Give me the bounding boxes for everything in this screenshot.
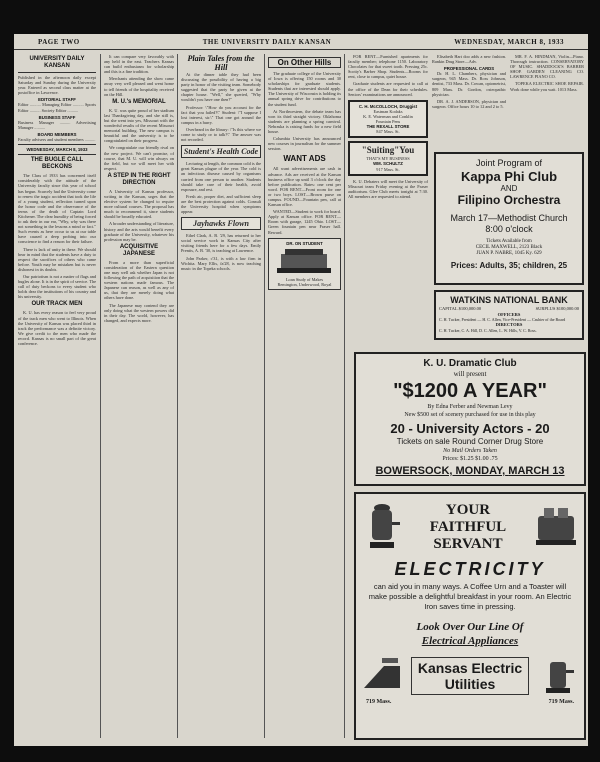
column-1: UNIVERSITY DAILY KANSAN Published in the afternoon daily except Saturday and Sunday during the University year. Entered as second class matter at the postoffice in Lawrence. EDITORIAL STAFF Editor .......... Managing Editor .......... Sports Editor .......... Society Editor .......... BUSINESS STAFF Business Manager .......... Advertising Manager .......... BOARD MEMBERS Faculty advisers and student members .......... WEDNESDAY, MARCH 8, 1933 THE BUGLE CALL BECKONS The Class of 1933 has concerned itself considerably with the attitude of the University faculty since this year of school has begun. Scarcely had the University come to renew the tragic accident that took the life of a young student, reflection turned upon the honor code and the observance of the terms of the death of Captain Lord Kitchener. The clear humility of being forced to ask their in our ear, "Why, why was there not something in the lessons a mind or fact." Such events as here occur to us at our table have caused a deep probing into our conscience to find a reason for their failure. There is lack of unity in these. We should bear in mind that the students have a duty to respect the sacrifices of others who came before. Youth may be mistaken but is never dishonest in its doubts. Our patriotism is not a matter of flags and bugles alone. It is in the spirit of service. The call of duty beckons to every student who holds dear the institutions of his country and his university. OUR TRACK MEN K. U. has every reason to feel very proud of the track men who went to Illinois. When the University of Kansas was placed third in track the performance was a definite victory. We give credit to the men who made the record. Kansas is no small part of the great conference. <box>18 56 96 347</box>
professional-cards-heading: PROFESSIONAL CARDS <box>443 66 495 72</box>
druggist-ad-line2: Eastman Kodaks <box>373 108 403 114</box>
tailor-ad <box>348 141 428 175</box>
typewriter-ad-line: Loan Study of Makes <box>285 276 324 282</box>
jp-time: 8:00 o'clock <box>485 224 533 234</box>
electric-look: Look Over Our Line Of <box>416 621 524 633</box>
bank-title: WATKINS NATIONAL BANK <box>450 295 568 305</box>
column-2: It can compare very favorably with any held in the east. Teachers Kansas can build enthusiasm for scholarship and this is a fine tradition. Merchants attending the show came away very well pleased and went home to tell friends of the hospitality received on the Hill. M. U.'s MEMORIAL K. U. was quite proud of her stadium last Thanksgiving day, and she still is, but she went into yes, Missouri with the wonderful results of the recent Missouri memorial building. The new campus is beautiful and the university is to be congratulated on their progress. We congratulate our friendly rival on the new project. We can't promise, of course, that M. U. will win always on the field, but we will meet her with respect. A STEP IN THE RIGHT DIRECTION A University of Kansas professor, writing in the Kansan, urges that the elective system be changed to require more cultural courses. The proposal has much to recommend it, since students should be broadly educated. A broader understanding of literature, history and the arts would benefit every graduate of the University, whatever his profession may be. ACQUISITIVE JAPANESE From a more than superficial consideration of the Eastern question one may well ask whether Japan is not following the path of acquisition that the western nations made famous. The Japanese can reason, as well as any of us, that they are merely doing what others have done. The Japanese may contend they are only doing what the western powers did in their day. The world, however, has changed, and expects more. <box>104 54 174 323</box>
electric-servant: SERVANT <box>433 535 503 552</box>
column-heading-other-hills: On Other Hills <box>268 57 341 68</box>
col2-body-top: It can compare very favorably with any held in the east. Teachers Kansas can build enthusiasm for scholarship and this is a fine tradition. <box>104 54 174 75</box>
jp-tickets-intro: Tickets Available from <box>486 239 532 244</box>
typewriter-ad-brand: Remington, Underwood, Royal <box>277 281 332 287</box>
editorial-body-track: K. U. has every reason to feel very proud of the track men who went to Illinois. When the University of Kansas was placed third in track the performance was a definite victory. We give credit to the men who made the record. Kansas is no small part of the great conference. <box>18 310 96 347</box>
typewriter-icon <box>271 246 337 276</box>
staff-head-business: BUSINESS STAFF <box>38 114 76 120</box>
electric-faithful: FAITHFUL <box>429 518 507 535</box>
column-heading-jayhawks: Jayhawks Flown <box>181 217 261 230</box>
professional-cards-body: Dr. H. L. Chambers, physician and surgeon, 945 Mass. Dr. Ross Johnson, dentist, 733 Mass. Dr. Cowan, optometrist, 809 Mass. Dr. Gordon, osteopathic physician. <box>432 71 506 97</box>
dc-actors: 20 - University Actors - 20 <box>390 421 550 436</box>
col7-body: MR. F. A. HINDMAN, Violin—Piano. Thorough instruction. CONSERVATORY OF MUSIC. SHADDOCK'S BARBER SHOP. GARDEN CLEANING CO. LAWRENCE PIANO CO. <box>510 54 584 80</box>
druggist-ad-line4: Fountain Pens <box>375 119 401 125</box>
dc-day: MONDAY, <box>455 465 506 477</box>
masthead-right: WEDNESDAY, MARCH 8, 1933 <box>454 38 564 46</box>
jayhawks-body: Ethel Clark, A. B. '29, has returned to her social service work in Kansas City after visiting friends here for a few days. Emily Prentis, A. B. '30, is teaching at Lawrence. <box>181 233 261 254</box>
column-rule <box>100 54 101 738</box>
bank-capital: CAPITAL $100,000.00 <box>439 306 482 311</box>
dc-venue-line <box>360 465 580 478</box>
editorial-body-bugle: The Class of 1933 has concerned itself considerably with the attitude of the University faculty since this year of school has begun. Scarcely had the University come to renew the tragic accident that took the life of a young student, reflection turned upon the honor code and the observance of the terms of the death of Captain Lord Kitchener. The clear humility of being forced to ask their in our ear, "Why, why was there not something in the lessons a mind or fact." Such events as here occur to us at our table have caused a deep probing into our conscience to find a reason for their failure. <box>18 173 96 245</box>
druggist-ad <box>348 100 428 139</box>
electric-appliances: Electrical Appliances <box>421 635 519 647</box>
column-4: On Other Hills The graduate college of the University of Iowa is offering 150 rooms and 30 scholarships for graduate students. Students that are interested should apply. The University of Wisconsin is holding its annual spring drive for contributions to the student fund. At Northwestern, the debate team has won its third straight victory. Oklahoma students are planning a spring carnival. Nebraska is raising funds for a new field house. Columbia University has announced new courses in journalism for the summer session. WANT ADS All want advertisements are cash in advance. Ads are received at the Kansan business office up until 3 o'clock the day before publication. Rates: one cent per word. FOR RENT—Front room for one or two boys. LOST—Brown purse on campus. FOUND—Fountain pen, call at Kansan office. WANTED—Student to work for board. Apply at Kansan office. FOR RENT—Room with garage, 1245 Ohio. LOST—Green fountain pen near Fraser hall. Reward. DR. ON STUDENT Loan Study of Makes Remington, Underwood, Royal <box>268 54 341 738</box>
column-rule <box>177 54 178 738</box>
editorial-body-memorial: K. U. was quite proud of her stadium last Thanksgiving day, and she still is, but she went into yes, Missouri with the wonderful results of the recent Missouri memorial building. The new campus is beautiful and the university is to be congratulated on their progress. <box>104 107 174 144</box>
bank-officers-heading: OFFICERS <box>497 311 521 317</box>
bank-directors-heading: DIRECTORS <box>495 322 523 327</box>
jp-seller2: JUAN P. NABRE, 1045 Ky. 629 <box>476 251 542 256</box>
masthead-left: PAGE TWO <box>38 38 80 46</box>
dc-note: New $500 set of scenery purchased for use in this play <box>404 412 536 418</box>
druggist-ad-store: THE REXALL STORE <box>366 124 410 130</box>
electric-company-line1: Kansas Electric <box>417 660 523 676</box>
column-heading-plain-tales: Plain Tales from the Hill <box>187 54 255 72</box>
column-heading-want-ads: WANT ADS <box>283 154 326 164</box>
jp-line4: Filipino Orchestra <box>457 193 561 207</box>
col5-body1: FOR RENT—Furnished apartments for faculty member; telephone 1150. Laboratory Chocolates for that sweet tooth. Pressing 25c. Scotty's Barber Shop. Students—Rooms for rent, close to campus, quiet house. <box>348 54 428 80</box>
dc-tickets: Tickets on sale Round Corner Drug Store <box>396 437 544 446</box>
dc-prices: Prices: $1.25 $1.00 .75 <box>442 456 498 462</box>
percolator-icon <box>536 654 580 698</box>
tailor-ad-tag: THAT'S MY BUSINESS <box>366 156 410 162</box>
newspaper-page <box>14 34 588 746</box>
dc-date: MARCH 13 <box>508 465 565 477</box>
editorial-heading-step: A STEP IN THE RIGHT DIRECTION <box>107 172 171 186</box>
tailor-ad-name: WM. SCHULTZ <box>373 161 403 167</box>
want-ads-body: All want advertisements are cash in advance. Ads are received at the Kansan business office up until 3 o'clock the day before publication. Rates: one cent per word. FOR RENT—Front room for one or two boys. LOST—Brown purse on campus. FOUND—Fountain pen, call at Kansan office. <box>268 166 341 208</box>
health-code-body: Lecturing at length, the common cold is the great Kansas plague of the year. The cold is an infectious disease caused by organisms carried from one person to another. Students should take care of their health, avoid exposure, and rest. <box>181 161 261 192</box>
editorial-heading-bugle: THE BUGLE CALL BECKONS <box>30 157 84 171</box>
jp-seller1: CECIL MAXWELL, 2123 Black <box>475 245 543 250</box>
dc-authors: By Edna Ferber and Newman Levy <box>427 404 513 410</box>
jp-line2: Kappa Phi Club <box>460 169 558 184</box>
col5-body2: K. U. Debaters will meet the University of Missouri team Friday evening at the Fraser auditorium. Glee Club meets tonight at 7:30. All members are requested to attend. <box>348 178 428 199</box>
plain-tales-body: At the dinner table they had been discussing the possibility of having a big party in honor of the visiting team. Somebody suggested that the party be given at the chapter house. "Well," she queried, "Why wouldn't you have one then?" <box>181 72 261 103</box>
dateline: WEDNESDAY, MARCH 8, 1933 <box>26 147 88 153</box>
bank-surplus: SURPLUS $100,000.00 <box>535 306 579 311</box>
electric-address-right: 719 Mass. <box>548 699 574 705</box>
electric-headline: ELECTRICITY <box>394 559 546 579</box>
column-heading-health-code: Student's Health Code <box>181 145 261 158</box>
masthead <box>14 38 588 50</box>
editorial-heading-memorial: M. U.'s MEMORIAL <box>112 98 166 105</box>
dramatic-club-ad <box>354 352 586 486</box>
flat-iron-icon <box>360 654 404 698</box>
electric-body: can aid you in many ways. A Coffee Urn and a Toaster will make possible a delightful breakfast in your room. An Electric Iron saves time in pressing. <box>368 582 572 611</box>
masthead-center: THE UNIVERSITY DAILY KANSAN <box>202 38 332 46</box>
typewriter-ad-heading: DR. ON STUDENT <box>286 240 323 246</box>
electric-your: YOUR <box>445 501 491 518</box>
druggist-ad-address: 847 Mass. St. <box>376 129 400 135</box>
dc-presents: will present <box>453 370 487 378</box>
column-5: FOR RENT—Furnished apartments for faculty member; telephone 1150. Laboratory Chocolates for that sweet tooth. Pressing 25c. Scotty's Barber Shop. Students—Rooms for rent, close to campus, quiet house. Graduate students are requested to call at the office of the Dean for their schedules. Seniors' examinations are announced. C. H. McCOLLOCH, Druggist Eastman Kodaks K. E. Waterman and Conklin Fountain Pens THE REXALL STORE 847 Mass. St. "Suiting"You THAT'S MY BUSINESS WM. SCHULTZ 917 Mass. St. K. U. Debaters will meet the University of Missouri team Friday evening at the Fraser auditorium. Glee Club meets tonight at 7:30. All members are requested to attend. <box>348 54 428 199</box>
column-3: Plain Tales from the Hill At the dinner table they had been discussing the possibility of having a big party in honor of the visiting team. Somebody suggested that the party be given at the chapter house. "Well," she queried, "Why wouldn't you have one then?" Professor: \"How do you account for the fact that you failed?\" Student: \"I suppose I lost interest, sir.\" That one got around the campus in a hurry. Overheard in the library: \"Is this where we come to study or to talk?\" The answer was not recorded. Student's Health Code Lecturing at length, the common cold is the great Kansas plague of the year. The cold is an infectious disease caused by organisms carried from one person to another. Students should take care of their health, avoid exposure, and rest. Fresh air, proper diet, and sufficient sleep are the best protection against colds. Consult the University hospital when symptoms appear. Jayhawks Flown Ethel Clark, A. B. '29, has returned to her social service work in Kansas City after visiting friends here for a few days. Emily Prentis, A. B. '30, is teaching at Lawrence. John Parker, c'31, is with a law firm in Wichita. Mary Ellis, fa'28, is now teaching music in the Topeka schools. <box>181 54 261 271</box>
druggist-ad-line1: C. H. McCOLLOCH, Druggist <box>358 103 418 109</box>
editorial-body-step: A University of Kansas professor, writing in the Kansan, urges that the elective system be changed to require more cultural courses. The proposal has much to recommend it, since students should be broadly educated. <box>104 188 174 220</box>
electric-address-left: 719 Mass. <box>366 699 392 705</box>
staff-head-editorial: EDITORIAL STAFF <box>38 97 76 103</box>
tailor-ad-slogan: "Suiting"You <box>361 145 415 156</box>
column-7: MR. F. A. HINDMAN, Violin—Piano. Thorough instruction. CONSERVATORY OF MUSIC. SHADDOCK'S BARBER SHOP. GARDEN CLEANING CO. LAWRENCE PIANO CO. TOPEKA ELECTRIC SHOE REPAIR. Work done while you wait. 1013 Mass. <box>510 54 584 92</box>
druggist-ad-line3: K. E. Waterman and Conklin <box>363 113 413 119</box>
column-rule <box>264 54 265 738</box>
electric-company-line2: Utilities <box>444 676 496 692</box>
dc-venue: BOWERSOCK, <box>375 465 453 477</box>
jp-line1: Joint Program of <box>475 158 543 168</box>
typewriter-ad <box>268 238 341 290</box>
dc-club: K. U. Dramatic Club <box>423 358 517 369</box>
electric-ad <box>354 492 586 740</box>
paper-title: UNIVERSITY DAILY KANSAN <box>29 56 85 69</box>
dc-no-mail: No Mail Orders Taken <box>443 448 497 454</box>
editorial-body-japanese: From a more than superficial consideration of the Eastern question one may well ask whether Japan is not following the path of acquisition that the western nations made famous. The Japanese can reason, as well as any of us, that they are merely doing what others have done. <box>104 259 174 301</box>
coffee-urn-icon <box>360 500 404 554</box>
bank-ad: WATKINS NATIONAL BANK CAPITAL $100,000.00 SURPLUS $100,000.00 OFFICERS C. H. Tucker, President — H. C. Allen, Vice-President — Cashier of the Board DIRECTORS C. H. Tucker, C. A. Hill, D. C. Allen, L. W. Hills, V. C. Ross. <box>434 290 584 340</box>
jp-line3: AND <box>500 184 518 193</box>
col6-top: Elisabeth Hart doo adds a new fashion. Rankin Drug Store—Adv. <box>432 54 506 65</box>
jp-date-line: March 17—Methodist Church <box>450 213 568 223</box>
editorial-heading-track: OUR TRACK MEN <box>31 301 83 308</box>
other-hills-body: The graduate college of the University of Iowa is offering 150 rooms and 30 scholarships for graduate students. Students that are interested should apply. The University of Wisconsin is holding its annual spring drive for contributions to the student fund. <box>268 71 341 107</box>
column-rule <box>344 54 345 738</box>
dc-title: "$1200 A YEAR" <box>393 380 547 402</box>
column-6: Elisabeth Hart doo adds a new fashion. Rankin Drug Store—Adv. PROFESSIONAL CARDS Dr. H. L. Chambers, physician and surgeon, 945 Mass. Dr. Ross Johnson, dentist, 733 Mass. Dr. Cowan, optometrist, 809 Mass. Dr. Gordon, osteopathic physician. DR. A. J. ANDERSON, physician and surgeon. Office hours 10 to 12 and 2 to 5. <box>432 54 506 109</box>
tailor-ad-address: 917 Mass. St. <box>376 166 400 172</box>
joint-program-ad <box>434 152 584 285</box>
editorial-heading-japanese: ACQUISITIVE JAPANESE <box>119 243 159 257</box>
staff-head-board: BOARD MEMBERS <box>37 131 77 137</box>
jp-prices: Prices: Adults, 35; children, 25 <box>450 261 568 270</box>
toaster-icon <box>532 500 580 554</box>
